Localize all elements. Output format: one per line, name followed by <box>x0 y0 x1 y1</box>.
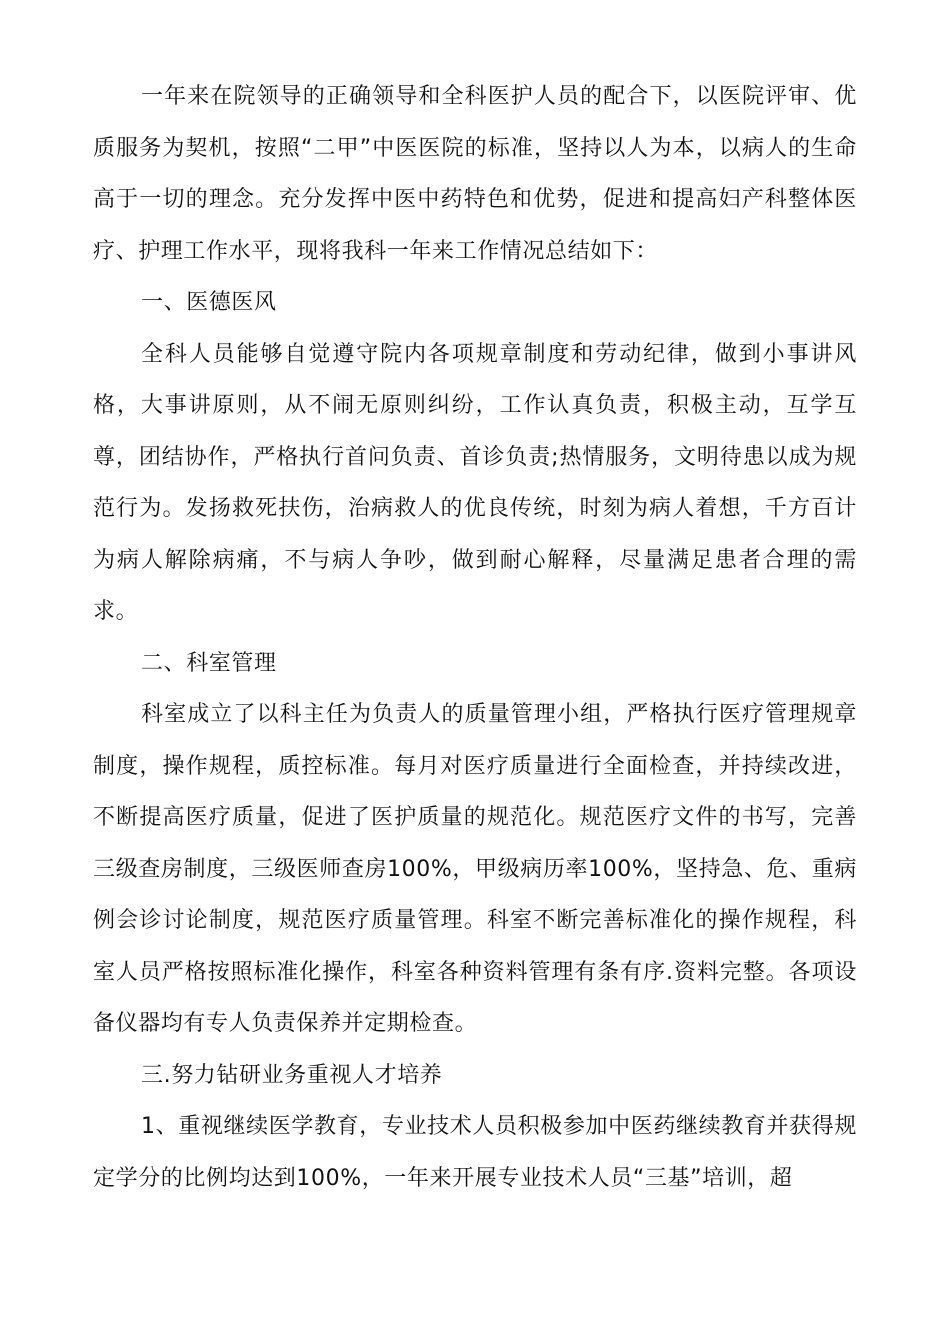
management-paragraph: 科室成立了以科主任为负责人的质量管理小组，严格执行医疗管理规章制度，操作规程，质控标准。每月对医疗质量进行全面检查，并持续改进，不断提高医疗质量，促进了医护质量的规范化。规范医疗文件的书写，完善三级查房制度，三级医师查房100%，甲级病历率100%，坚持急、危、重病例会诊讨论制度，规范医疗质量管理。科室不断完善标准化的操作规程，科室人员严格按照标准化操作，科室各种资料管理有条有序.资料完整。各项设备仪器均有专人负责保养并定期检查。 <box>93 702 857 1036</box>
section-heading-ethics: 一、医德医风 <box>141 290 277 315</box>
document-page <box>93 71 857 1204</box>
training-paragraph: 1、重视继续医学教育，专业技术人员积极参加中医药继续教育并获得规定学分的比例均达到100%，一年来开展专业技术人员“三基”培训，超 <box>93 1114 857 1191</box>
section-heading-training: 三.努力钻研业务重视人才培养 <box>141 1062 443 1088</box>
ethics-paragraph: 全科人员能够自觉遵守院内各项规章制度和劳动纪律，做到小事讲风格，大事讲原则，从不闹无原则纠纷，工作认真负责，积极主动，互学互尊，团结协作，严格执行首问负责、首诊负责;热情服务，文明待患以成为规范行为。发扬救死扶伤，治病救人的优良传统，时刻为病人着想，千方百计为病人解除病痛，不与病人争吵，做到耐心解释，尽量满足患者合理的需求。 <box>93 341 857 624</box>
section-heading-management: 二、科室管理 <box>141 650 277 676</box>
intro-paragraph: 一年来在院领导的正确领导和全科医护人员的配合下，以医院评审、优质服务为契机，按照“二甲”中医医院的标准，坚持以人为本，以病人的生命高于一切的理念。充分发挥中医中药特色和优势，促进和提高妇产科整体医疗、护理工作水平，现将我科一年来工作情况总结如下： <box>93 84 857 264</box>
